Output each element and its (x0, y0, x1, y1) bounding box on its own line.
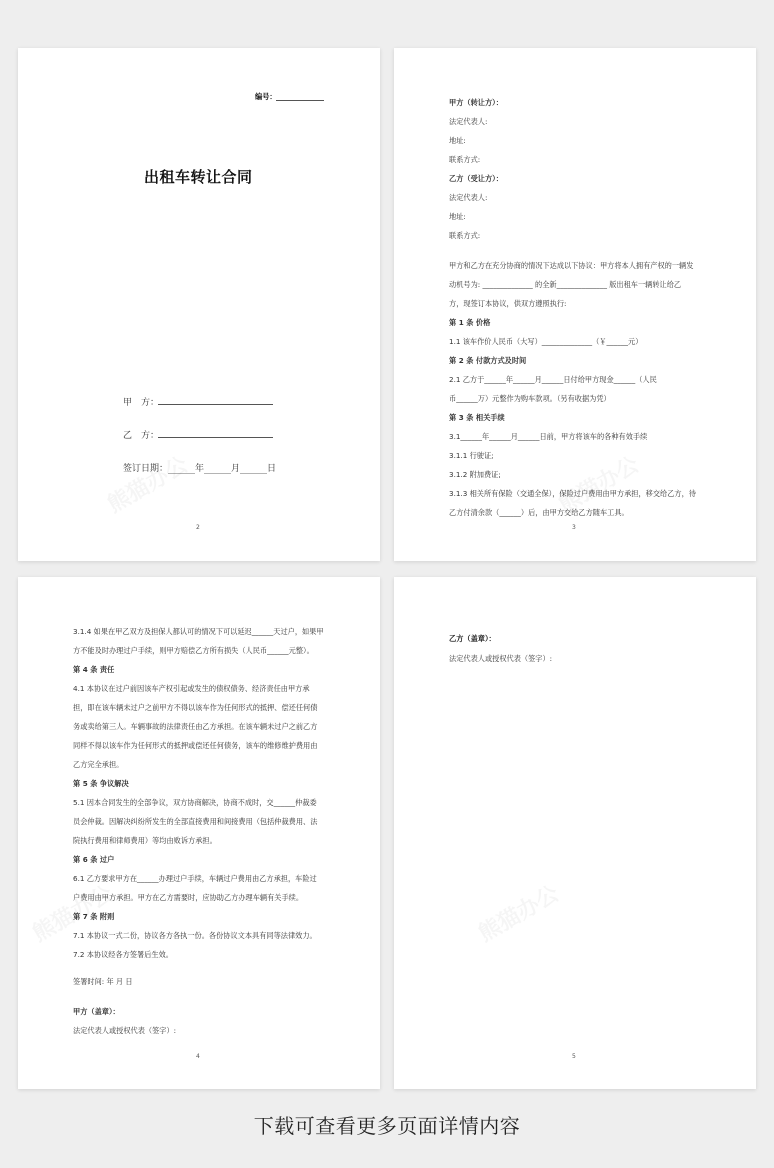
more-pages-caption: 下载可查看更多页面详情内容 (253, 1114, 521, 1138)
body-line: 5.1 因本合同发生的全部争议，双方协商解决，协商不成时，交______仲裁委 (73, 798, 317, 807)
body-line: 方，现签订本协议，供双方遵照执行: (449, 299, 567, 308)
party-b-seal-label: 乙方（盖章）： (449, 634, 496, 643)
watermark (472, 877, 564, 948)
body-line: 3.1.3 相关所有保险（交通全保），保险过户费用由甲方承担，移交给乙方，待 (449, 489, 696, 498)
page-number: 5 (572, 1053, 576, 1060)
body-line: 法定代表人或授权代表（签字）: (73, 1026, 177, 1035)
page-number: 4 (196, 1053, 200, 1060)
body-line: 签署时间: 年 月 日 (73, 977, 133, 986)
section-heading: 甲方（转让方）： (449, 98, 503, 107)
body-line: 院执行费用和律师费用）等均由败诉方承担。 (73, 836, 217, 845)
body-line: 地址: (449, 212, 466, 221)
body-line: 7.1 本协议一式二份，协议各方各执一份。各份协议文本具有同等法律效力。 (73, 931, 317, 940)
page-number: 2 (196, 524, 200, 531)
body-line: 联系方式: (449, 155, 481, 164)
body-line: 务或卖给第三人。车辆事故的法律责任由乙方承担。在该车辆未过户之前乙方 (73, 722, 318, 731)
body-line: 1.1 该车作价人民币（大写）______________（￥______元） (449, 337, 643, 346)
section-heading: 第 1 条 价格 (449, 318, 491, 327)
document-page-3 (394, 48, 756, 561)
body-line: 户费用由甲方承担。甲方在乙方需要时，应协助乙方办理车辆有关手续。 (73, 893, 304, 902)
body-line: 动机号为: ______________ 的全新______________ 版出租车一辆转让给乙 (449, 280, 682, 289)
body-line: 3.1.2 附加费证; (449, 470, 501, 479)
body-line: 联系方式: (449, 231, 481, 240)
body-line: 员会仲裁。因解决纠纷所发生的全部直接费用和间接费用（包括仲裁费用、法 (73, 817, 318, 826)
body-line: 3.1.1 行驶证; (449, 451, 494, 460)
body-line: 法定代表人: (449, 193, 488, 202)
body-line: 法定代表人: (449, 117, 488, 126)
body-line: 乙方付清余款（______）后，由甲方交给乙方随车工具。 (449, 508, 629, 517)
body-line: 3.1.4 如果在甲乙双方及担保人都认可的情况下可以延迟______天过户，如果甲 (73, 627, 324, 636)
section-heading: 第 5 条 争议解决 (73, 779, 129, 788)
section-heading: 第 3 条 相关手续 (449, 413, 505, 422)
contract-number-line (276, 100, 324, 101)
body-line: 担，即在该车辆未过户之前甲方不得以该车作为任何形式的抵押、偿还任何债 (73, 703, 318, 712)
body-line: 地址: (449, 136, 466, 145)
party-a-label: 甲 方： (123, 398, 160, 408)
party-b-line (158, 437, 273, 438)
party-b-label: 乙 方： (123, 431, 160, 441)
page-number: 3 (572, 524, 576, 531)
body-line: 6.1 乙方要求甲方在______办理过户手续，车辆过户费用由乙方承担，车险过 (73, 874, 317, 883)
body-line: 方不能及时办理过户手续，则甲方赔偿乙方所有损失（人民币______元整）。 (73, 646, 314, 655)
sign-date: 签订日期：______年______月______日 (123, 464, 277, 474)
body-line: 甲方和乙方在充分协商的情况下达成以下协议：甲方将本人拥有产权的一辆发 (449, 261, 694, 270)
contract-title: 出租车转让合同 (144, 168, 253, 186)
representative-sign-label: 法定代表人或授权代表（签字）: (449, 654, 553, 663)
document-page-4 (18, 577, 380, 1089)
watermark (101, 448, 193, 519)
body-line: 同样不得以该车作为任何形式的抵押或偿还任何债务，该车的维修维护费用由 (73, 741, 318, 750)
section-heading: 第 4 条 责任 (73, 665, 115, 674)
body-line: 币______万）元整作为购车款项。（另有收据为凭） (449, 394, 611, 403)
document-page-5 (394, 577, 756, 1089)
body-line: 乙方完全承担。 (73, 760, 124, 769)
body-line: 3.1______年______月______日前，甲方将该车的各种有效手续 (449, 432, 648, 441)
document-page-cover (18, 48, 380, 561)
section-heading: 甲方（盖章）： (73, 1007, 120, 1016)
contract-number-label: 编号： (255, 92, 277, 101)
section-heading: 第 2 条 付款方式及时间 (449, 356, 527, 365)
section-heading: 第 6 条 过户 (73, 855, 115, 864)
section-heading: 第 7 条 附则 (73, 912, 115, 921)
section-heading: 乙方（受让方）： (449, 174, 503, 183)
party-a-line (158, 404, 273, 405)
body-line: 4.1 本协议在过户前因该车产权引起或发生的债权债务、经济责任由甲方承 (73, 684, 310, 693)
body-line: 7.2 本协议经各方签署后生效。 (73, 950, 173, 959)
body-line: 2.1 乙方于______年______月______日付给甲方现金______（人民 (449, 375, 657, 384)
